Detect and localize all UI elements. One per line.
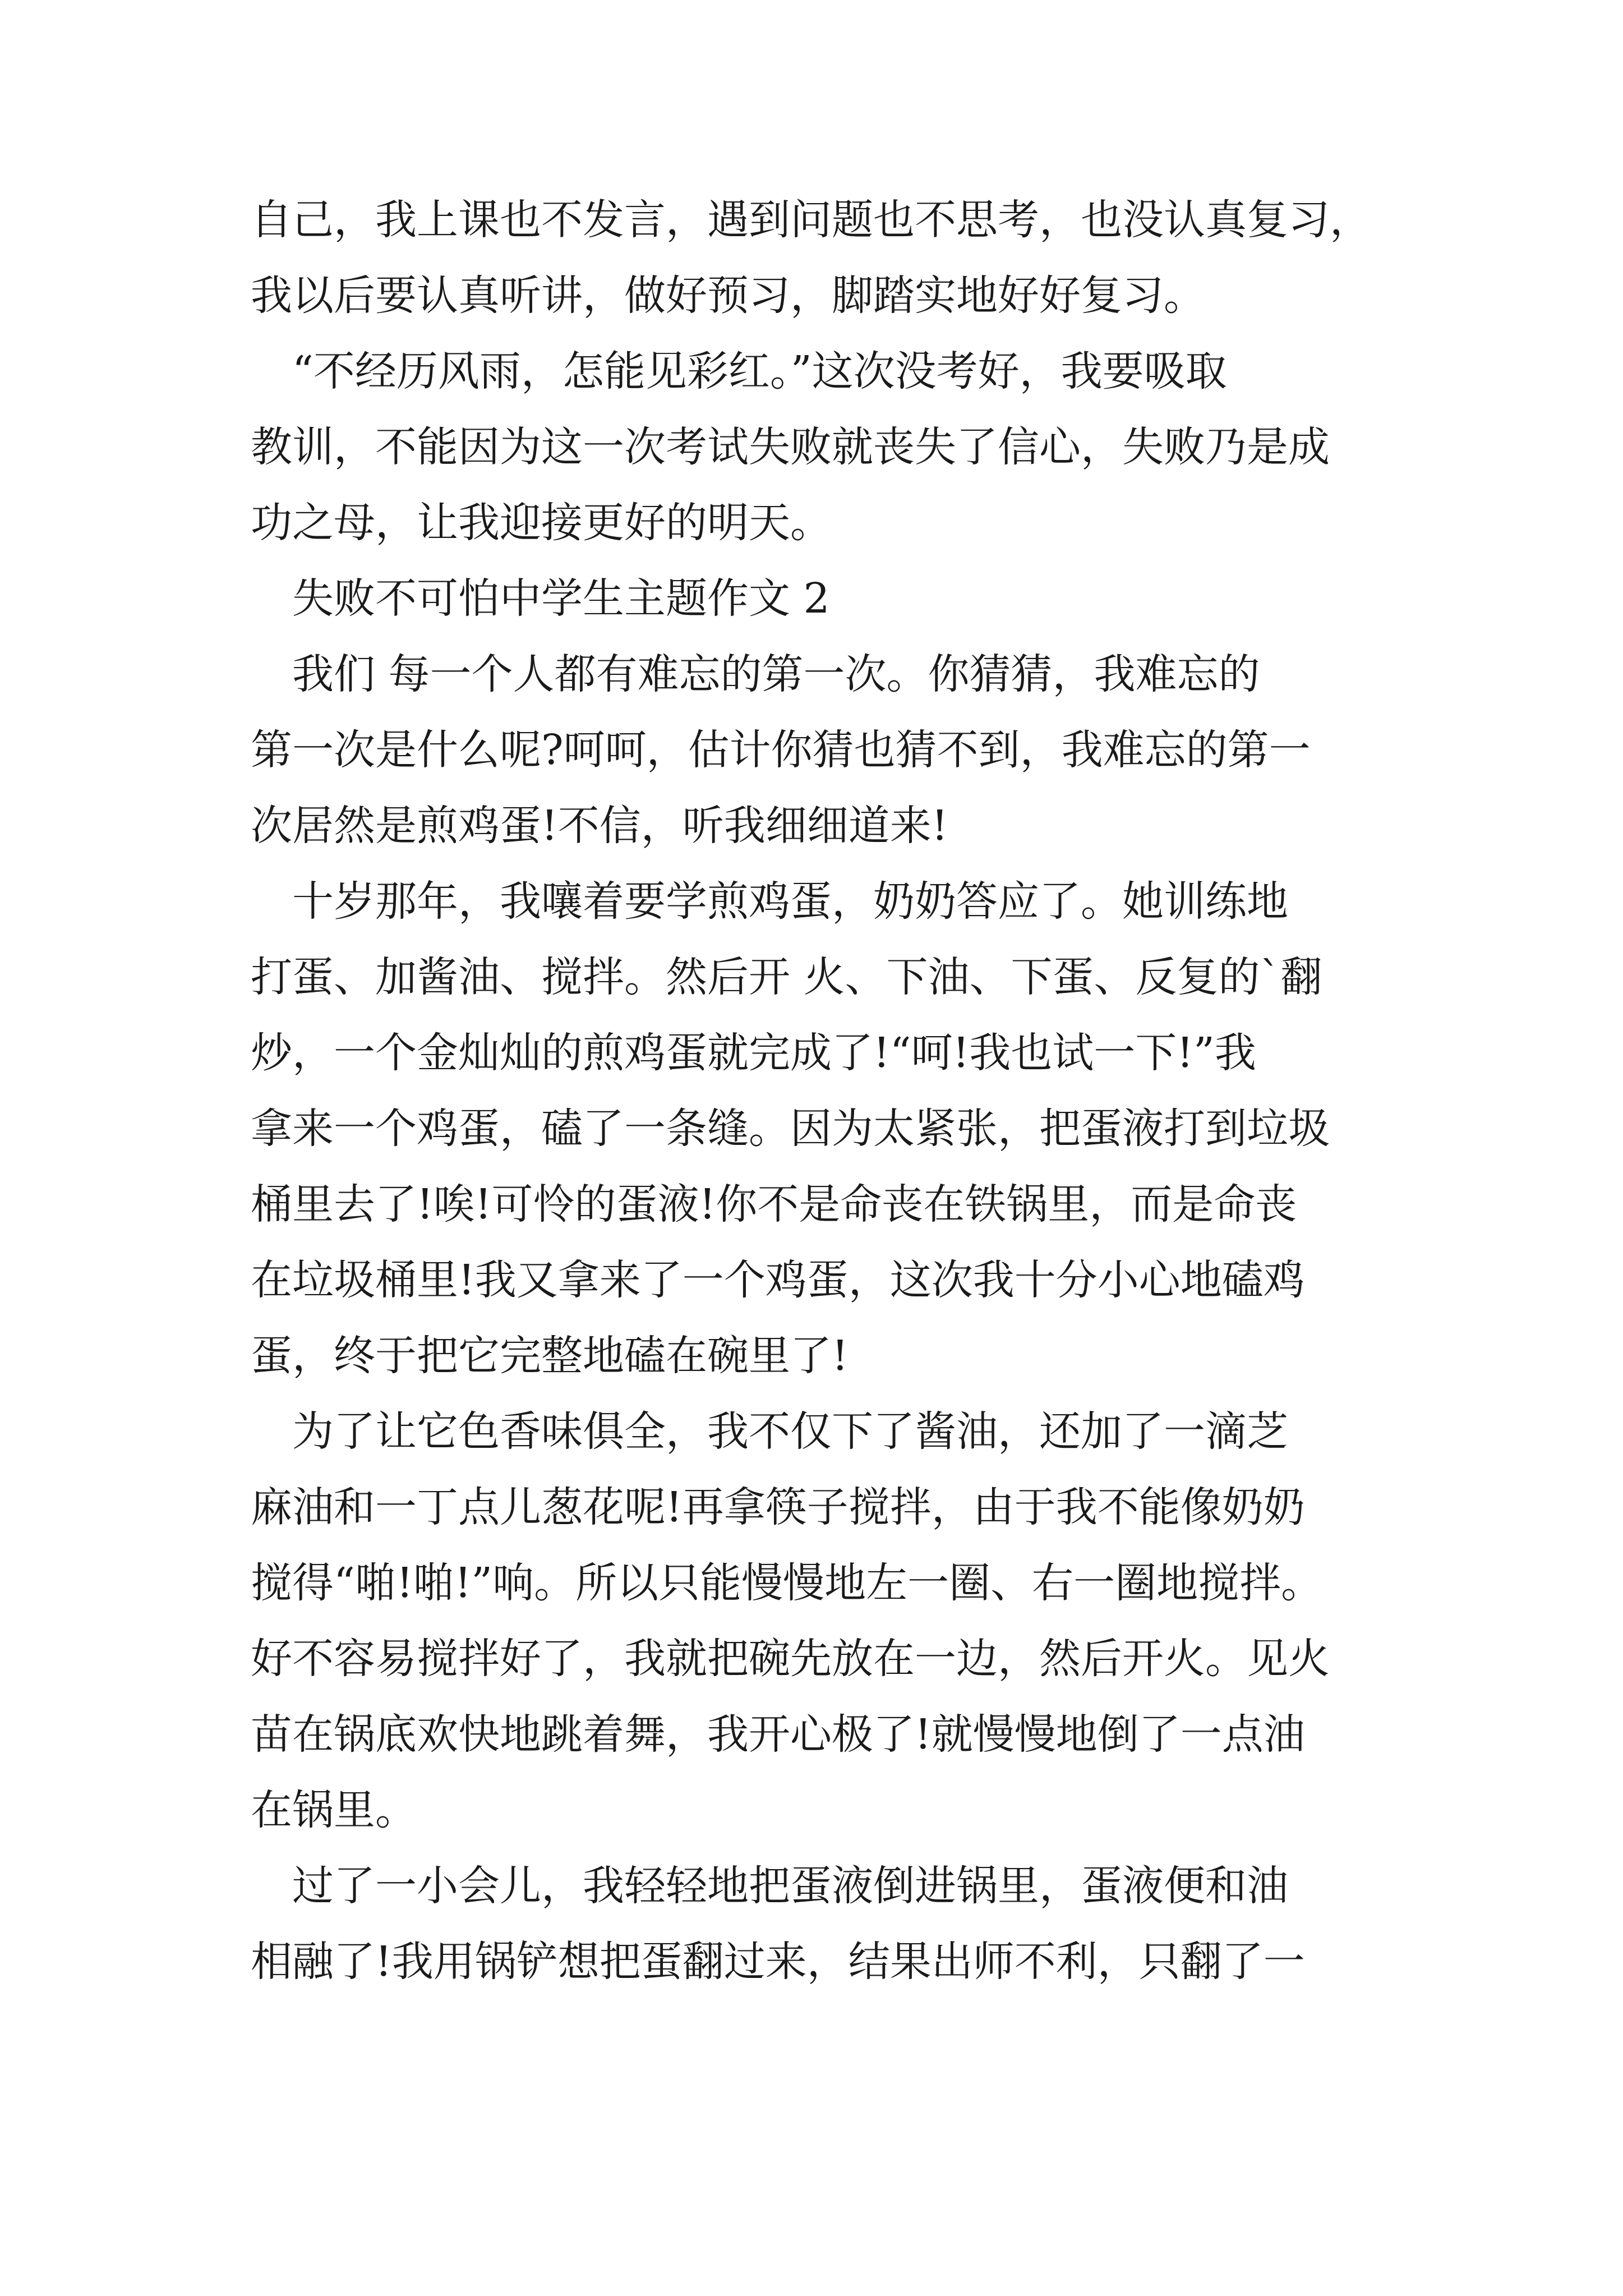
text-line: 第一次是什么呢?呵呵，估计你猜也猜不到，我难忘的第一 [251, 726, 1311, 774]
text-line: 我们 每一个人都有难忘的第一次。你猜猜，我难忘的 [251, 650, 1260, 698]
text-line: “不经历风雨，怎能见彩红。”这次没考好，我要吸取 [251, 347, 1227, 395]
text-line: 功之母，让我迎接更好的明天。 [251, 499, 832, 547]
text-line: 十岁那年，我嚷着要学煎鸡蛋，奶奶答应了。她训练地 [251, 877, 1288, 926]
text-line: 相融了!我用锅铲想把蛋翻过来，结果出师不利，只翻了一 [251, 1938, 1305, 1986]
text-line: 搅得“啪!啪!”响。所以只能慢慢地左一圈、右一圈地搅拌。 [251, 1559, 1323, 1607]
text-line: 我以后要认真听讲，做好预习，脚踏实地好好复习。 [251, 272, 1205, 320]
text-line: 自己，我上课也不发言，遇到问题也不思考，也没认真复习， [251, 196, 1371, 244]
section-heading: 失败不可怕中学生主题作文 2 [251, 574, 830, 623]
text-line: 在垃圾桶里!我又拿来了一个鸡蛋，这次我十分小心地磕鸡 [251, 1256, 1305, 1304]
text-line: 次居然是煎鸡蛋!不信，听我细细道来! [251, 802, 948, 850]
text-line: 为了让它色香味俱全，我不仅下了酱油，还加了一滴芝 [251, 1407, 1288, 1456]
text-line: 打蛋、加酱油、搅拌。然后开 火、下油、下蛋、反复的`翻 [251, 953, 1322, 1001]
document-body [251, 182, 1389, 2000]
text-line: 炒，一个金灿灿的煎鸡蛋就完成了!“呵!我也试一下!”我 [251, 1029, 1256, 1077]
text-line: 拿来一个鸡蛋，磕了一条缝。因为太紧张，把蛋液打到垃圾 [251, 1105, 1330, 1153]
text-line: 蛋，终于把它完整地磕在碗里了! [251, 1332, 849, 1380]
text-line: 好不容易搅拌好了，我就把碗先放在一边，然后开火。见火 [251, 1635, 1330, 1683]
text-line: 苗在锅底欢快地跳着舞，我开心极了!就慢慢地倒了一点油 [251, 1710, 1305, 1759]
text-line: 在锅里。 [251, 1786, 417, 1834]
text-line: 教训，不能因为这一次考试失败就丧失了信心，失败乃是成 [251, 423, 1330, 471]
text-line: 麻油和一丁点儿葱花呢!再拿筷子搅拌，由于我不能像奶奶 [251, 1483, 1305, 1531]
text-line: 桶里去了!唉!可怜的蛋液!你不是命丧在铁锅里，而是命丧 [251, 1180, 1297, 1228]
text-line: 过了一小会儿，我轻轻地把蛋液倒进锅里，蛋液便和油 [251, 1862, 1288, 1910]
